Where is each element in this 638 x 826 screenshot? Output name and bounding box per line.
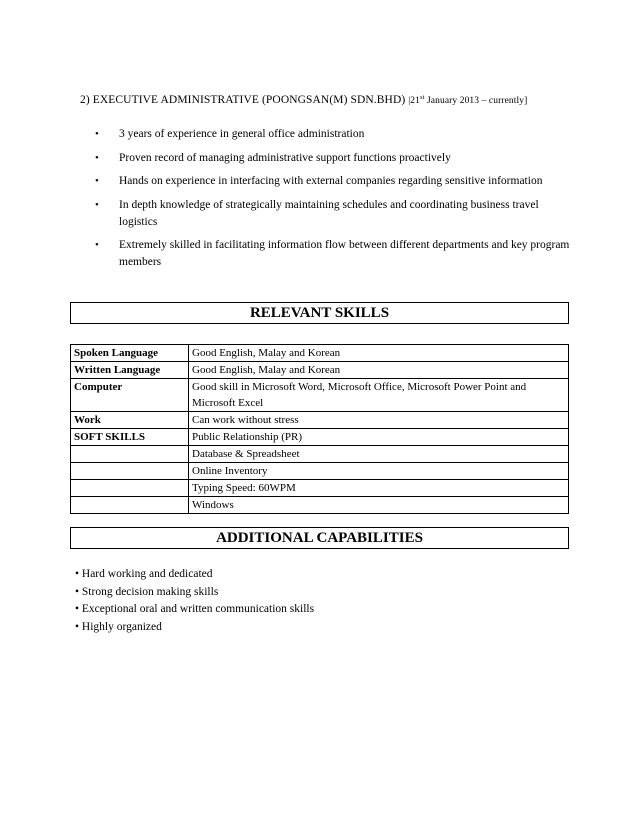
table-row: [71, 345, 569, 362]
relevant-skills-heading: RELEVANT SKILLS: [70, 302, 569, 324]
list-item: • Hands on experience in interfacing with external companies regarding sensitive information: [95, 173, 575, 190]
skill-key: Work: [71, 412, 189, 429]
bullet-icon: •: [95, 151, 99, 164]
table-row: [71, 362, 569, 379]
list-item: • Hard working and dedicated: [75, 568, 213, 580]
skill-value: Windows: [189, 497, 569, 514]
list-item: • Proven record of managing administrative support functions proactively: [95, 150, 575, 167]
skill-key: Spoken Language: [71, 345, 189, 362]
bullet-icon: •: [95, 175, 99, 187]
table-row: [71, 379, 569, 412]
skill-value: Database & Spreadsheet: [189, 446, 569, 463]
list-item: • 3 years of experience in general office administration: [95, 126, 575, 143]
skill-value: Can work without stress: [189, 412, 569, 429]
skill-key: Computer: [71, 379, 189, 412]
skill-value: Good English, Malay and Korean: [189, 362, 569, 379]
list-item: • Exceptional oral and written communication skills: [75, 603, 315, 615]
list-item: • Highly organized: [75, 620, 162, 633]
bullet-icon: •: [95, 198, 99, 211]
skill-key: [71, 497, 189, 514]
bullet-icon: •: [95, 239, 99, 251]
table-row: [71, 446, 569, 463]
table-row: [71, 497, 569, 514]
list-item: • Extremely skilled in facilitating information flow between different departments and key program members: [95, 239, 570, 268]
skill-value: Public Relationship (PR): [189, 429, 569, 446]
job-title: 2) EXECUTIVE ADMINISTRATIVE (POONGSAN(M) SDN.BHD): [80, 94, 406, 106]
list-item: • In depth knowledge of strategically maintaining schedules and coordinating business travel logistics: [95, 198, 539, 228]
skill-value: Typing Speed: 60WPM: [189, 480, 569, 497]
list-item: • Strong decision making skills: [75, 585, 219, 598]
skill-key: Written Language: [71, 362, 189, 379]
skill-key: [71, 463, 189, 480]
additional-capabilities-list: [75, 566, 314, 636]
skill-key: [71, 446, 189, 463]
skill-value: Good English, Malay and Korean: [189, 345, 569, 362]
experience-bullets: [95, 126, 575, 278]
skill-key: [71, 480, 189, 497]
table-row: [71, 429, 569, 446]
additional-capabilities-heading: ADDITIONAL CAPABILITIES: [70, 527, 569, 549]
table-row: [71, 412, 569, 429]
bullet-icon: •: [95, 128, 99, 140]
skills-table: [70, 344, 569, 514]
job-date: |21st January 2013 – currently]: [408, 93, 528, 106]
table-row: [71, 480, 569, 497]
skill-value: Online Inventory: [189, 463, 569, 480]
table-row: [71, 463, 569, 480]
job-title-line: [80, 94, 580, 106]
skill-value: Good skill in Microsoft Word, Microsoft Office, Microsoft Power Point and Microsoft Excel: [189, 379, 569, 412]
skill-key: SOFT SKILLS: [71, 429, 189, 446]
